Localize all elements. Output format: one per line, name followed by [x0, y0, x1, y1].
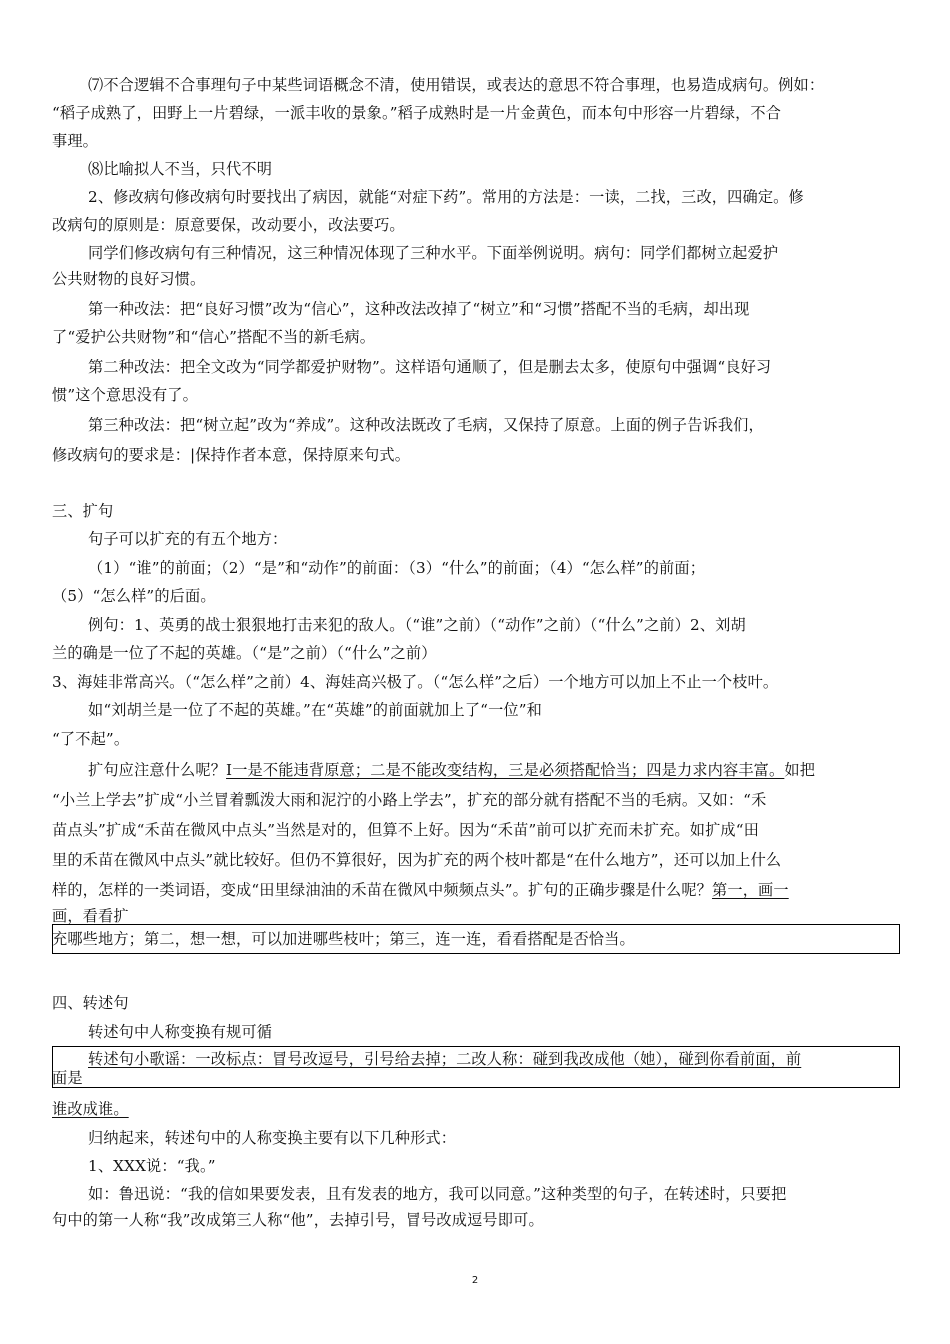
paragraph-line: 如：鲁迅说：“我的信如果要发表，且有发表的地方，我可以同意。”这种类型的句子，在转述时，只要把	[88, 1185, 787, 1203]
paragraph-line: 公共财物的良好习惯。	[52, 270, 206, 288]
underlined-line: 转述句小歌谣：一改标点：冒号改逗号，引号给去掉；二改人称：碰到我改成他（她），碰到你看前面，前	[88, 1050, 802, 1068]
paragraph-line: 充哪些地方；第二，想一想，可以加进哪些枝叶；第三，连一连，看看搭配是否恰当。	[52, 930, 635, 948]
text-run: 扩句应注意什么呢？	[88, 761, 227, 779]
paragraph-line: 修改病句的要求是：|保持作者本意，保持原来句式。	[52, 446, 411, 464]
paragraph-line: ⑺不合逻辑不合事理句子中某些词语概念不清，使用错误，或表达的意思不符合事理，也易造成病句。例如：	[88, 76, 825, 94]
paragraph-line: 1、XXX说：“我。”	[88, 1157, 216, 1175]
text-run: 如把	[784, 761, 816, 779]
paragraph-line: 第二种改法：把全文改为“同学都爱护财物”。这样语句通顺了，但是删去太多，使原句中强调“良好习	[88, 358, 772, 376]
page-number: 2	[471, 1275, 479, 1286]
paragraph-line: 第一种改法：把“良好习惯”改为“信心”，这种改法改掉了“树立”和“习惯”搭配不当的毛病，却出现	[88, 300, 750, 318]
paragraph-line: 惯”这个意思没有了。	[52, 386, 198, 404]
paragraph-line: 如“刘胡兰是一位了不起的英雄。”在“英雄”的前面就加上了“一位”和	[88, 701, 542, 719]
underlined-line: 画，看看扩	[52, 907, 129, 925]
underlined-line: 谁改成谁。	[52, 1100, 129, 1118]
paragraph-line: 了“爱护公共财物”和“信心”搭配不当的新毛病。	[52, 328, 376, 346]
paragraph-line: 句中的第一人称“我”改成第三人称“他”，去掉引号，冒号改成逗号即可。	[52, 1211, 544, 1229]
paragraph-line: （1）“谁”的前面；（2）“是”和“动作”的前面：（3）“什么”的前面；（4）“怎么样”的前面；	[88, 559, 706, 577]
paragraph-line: “了不起”。	[52, 730, 130, 748]
paragraph-line: 转述句中人称变换有规可循	[88, 1023, 273, 1041]
underlined-text: I一是不能违背原意；二是不能改变结构，三是必须搭配恰当；四是力求内容丰富。	[226, 761, 785, 779]
paragraph-line: 归纳起来，转述句中的人称变换主要有以下几种形式：	[88, 1129, 457, 1147]
section-heading: 四、转述句	[52, 994, 129, 1012]
paragraph-line: 第三种改法：把“树立起”改为“养成”。这种改法既改了毛病，又保持了原意。上面的例子告诉我们，	[88, 416, 764, 434]
paragraph-line: ⑻比喻拟人不当，只代不明	[88, 160, 273, 178]
underlined-text: 第一，画一	[712, 881, 789, 899]
paragraph-line: 事理。	[52, 132, 99, 150]
paragraph-line: 面是	[52, 1069, 83, 1087]
paragraph-line: “稻子成熟了，田野上一片碧绿，一派丰收的景象。”稻子成熟时是一片金黄色，而本句中形容一片碧绿，不合	[52, 104, 782, 122]
text-run: 样的，怎样的一类词语，变成“田里绿油油的禾苗在微风中频频点头”。扩句的正确步骤是什么呢？	[52, 881, 713, 899]
paragraph-line: 同学们修改病句有三种情况，这三种情况体现了三种水平。下面举例说明。病句：同学们都树立起爱护	[88, 244, 779, 262]
paragraph-line: 2、修改病句修改病句时要找出了病因，就能“对症下药”。常用的方法是：一读，二找，三改，四确定。修	[88, 188, 804, 206]
paragraph-line: 改病句的原则是：原意要保，改动要小，改法要巧。	[52, 216, 405, 234]
paragraph-line	[88, 760, 902, 781]
paragraph-line: 兰的确是一位了不起的英雄。（“是”之前）（“什么”之前）	[52, 644, 437, 662]
paragraph-line: 3、海娃非常高兴。（“怎么样”之前）4、海娃高兴极了。（“怎么样”之后）一个地方可以加上不止一个枝叶。	[52, 673, 779, 691]
paragraph-line: 苗点头”扩成“禾苗在微风中点头”当然是对的，但算不上好。因为“禾苗”前可以扩充而未扩充。如扩成“田	[52, 821, 759, 839]
paragraph-line: 里的禾苗在微风中点头”就比较好。但仍不算很好，因为扩充的两个枝叶都是“在什么地方”，还可以加上什么	[52, 851, 782, 869]
paragraph-line	[52, 880, 902, 901]
paragraph-line: “小兰上学去”扩成“小兰冒着瓢泼大雨和泥泞的小路上学去”，扩充的部分就有搭配不当的毛病。又如：“禾	[52, 791, 767, 809]
paragraph-line: 句子可以扩充的有五个地方：	[88, 530, 288, 548]
section-heading: 三、扩句	[52, 502, 114, 520]
paragraph-line: （5）“怎么样”的后面。	[52, 587, 216, 605]
paragraph-line: 例句：1、英勇的战士狠狠地打击来犯的敌人。（“谁”之前）（“动作”之前）（“什么”之前）2、刘胡	[88, 616, 746, 634]
